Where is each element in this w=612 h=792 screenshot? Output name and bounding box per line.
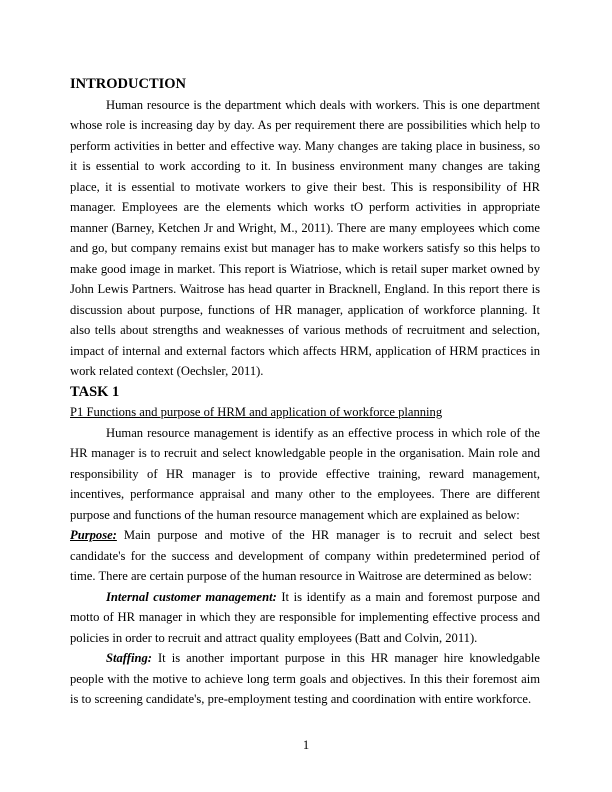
staffing-paragraph: [70, 648, 540, 710]
purpose-lead-label: Purpose:: [70, 528, 117, 542]
page-content: [70, 74, 540, 710]
purpose-paragraph-text: Main purpose and motive of the HR manager is to recruit and select best candidate's for the success and development of company within predetermined period of time. There are certain purpose of the human resource in Waitrose are determined as below:: [70, 528, 540, 583]
staffing-paragraph-text: It is another important purpose in this HR manager hire knowledgable people with the motive to achieve long term goals and objectives. In this their foremost aim is to screening candidate's, pre-employment testing and coordination with entire workforce.: [70, 651, 540, 706]
internal-customer-management-lead-label: Internal customer management:: [106, 589, 277, 604]
p1-paragraph: Human resource management is identify as an effective process in which role of the HR manager is to recruit and select knowledgable people in the organisation. Main role and responsibility of HR manager is to provide effective training, reward management, incentives, performance appraisal and many other to the employees. There are different purpose and functions of the human resource management which are explained as below:: [70, 425, 540, 522]
task1-heading: TASK 1: [70, 383, 120, 400]
intro-heading: INTRODUCTION: [70, 76, 187, 92]
internal-customer-management-paragraph: [70, 587, 540, 649]
staffing-lead-label: Staffing:: [106, 651, 152, 665]
intro-paragraph: Human resource is the department which deals with workers. This is one department whose role is increasing day by day. As per requirement there are possibilities which help to perform activities in better and effective way. Many changes are taking place in business, so it is essential to work according to it. In business environment many changes are taking place, it is essential to motivate workers to give their best. This is responsibility of HR manager. Employees are the elements which works tO perform activities in appropriate manner (Barney, Ketchen Jr and Wright, M., 2011). There are many employees which come and go, but company remains exist but manager has to make workers satisfy so this helps to make good image in market. This report is Wiatriose, which is retail super market owned by John Lewis Partners. Waitrose has head quarter in Bracknell, England. In this report there is discussion about purpose, functions of HR manager, application of workforce planning. It also tells about strengths and weaknesses of various methods of recruitment and selection, impact of internal and external factors which affects HRM, application of HRM practices in work related context (Oechsler, 2011).: [70, 97, 540, 378]
page-number: 1: [302, 738, 310, 752]
internal-customer-management-paragraph-text: It is identify as a main and foremost purpose and motto of HR manager in which they are responsible for implementing effective process and policies in order to recruit and attract quality employees (Batt and Colvin, 2011).: [70, 589, 541, 645]
p1-subheading: P1 Functions and purpose of HRM and application of workforce planning: [70, 405, 443, 419]
purpose-paragraph: [70, 525, 540, 587]
